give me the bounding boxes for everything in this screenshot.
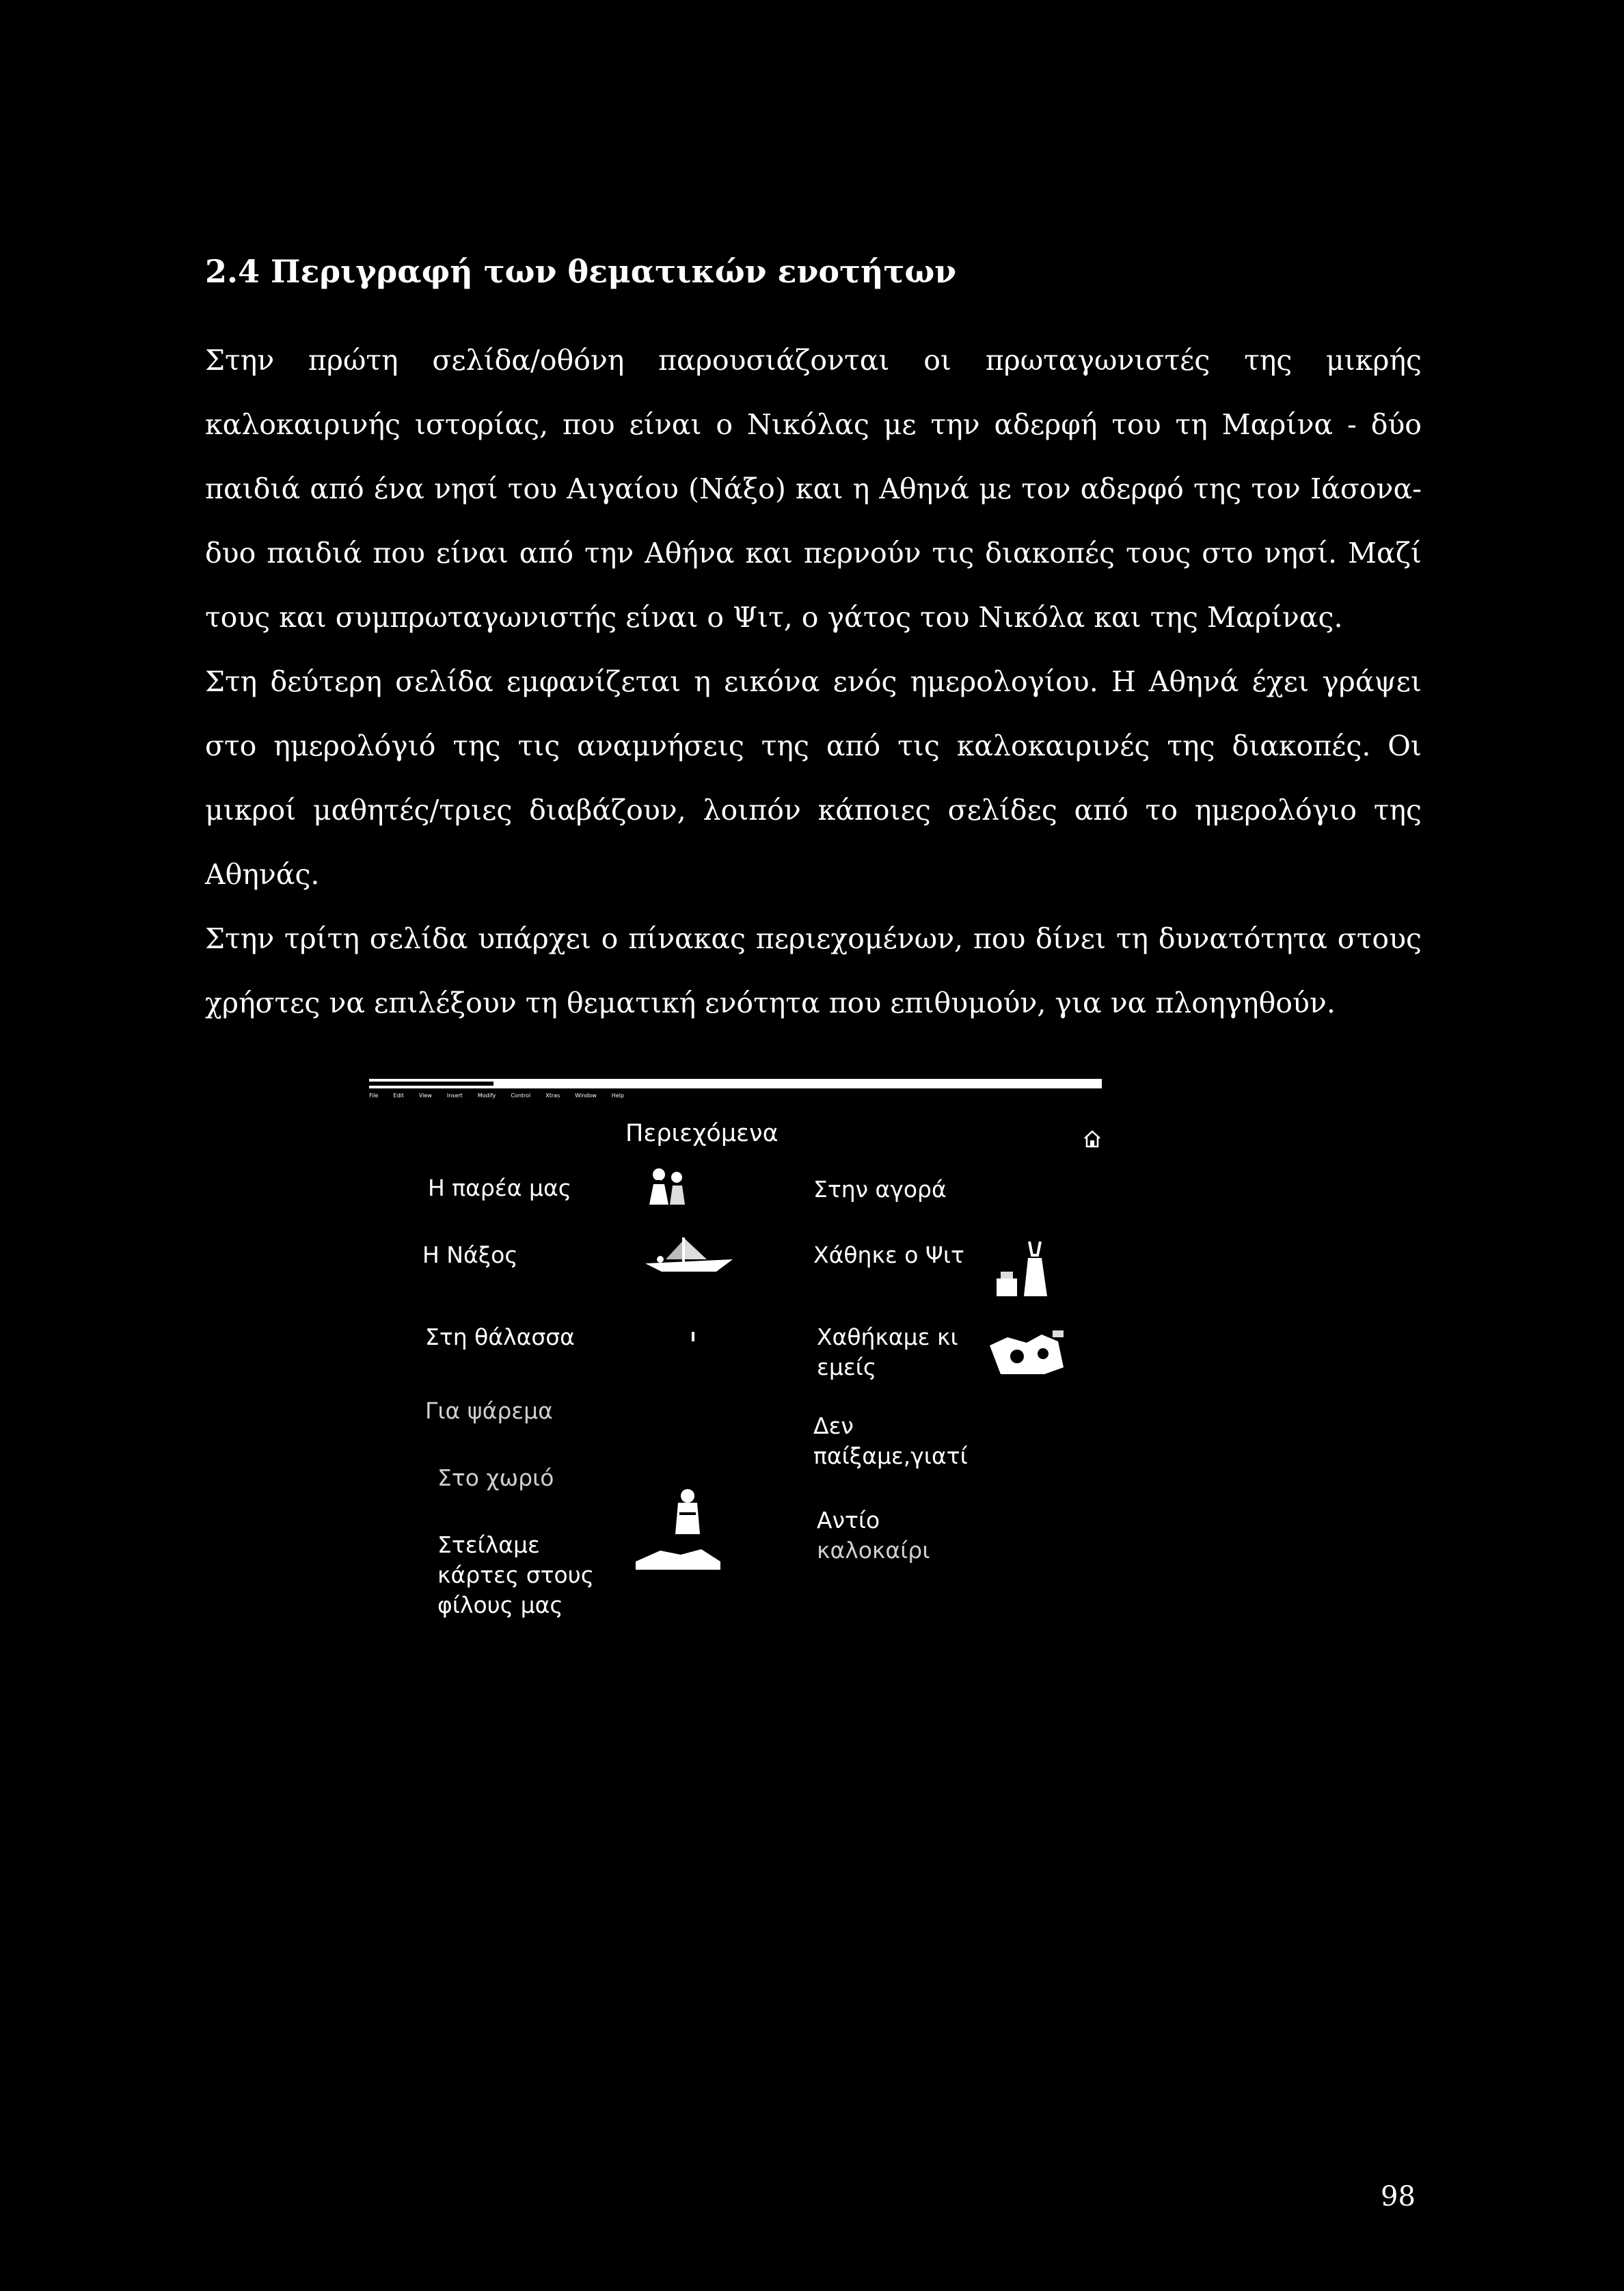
toc-link-goodbye-line2[interactable]: καλοκαίρι [817,1537,930,1564]
paragraph-first-screen: Στην πρώτη σελίδα/οθόνη παρουσιάζονται οι πρωταγωνιστές της μικρής καλοκαιρινής ιστορίας, που είναι ο Νικόλας με την αδερφή του τη Μαρίνα - δύο παιδιά από ένα νησί του Αιγαίου (Νάξο) και η Αθηνά με τον αδερφό της τον Ιάσονα-δυο παιδιά που είναι από την Αθήνα και περνούν τις διακοπές τους στο νησί. Μαζί τους και συμπρωταγωνιστής είναι ο Ψιτ, ο γάτος του Νικόλα και της Μαρίνας. [205,344,1422,634]
toc-link-we-got-lost-line2[interactable]: εμείς [817,1354,877,1380]
menu-item[interactable]: Modify [477,1093,496,1099]
toc-link-fishing[interactable]: Για ψάρεμα [425,1397,553,1424]
toc-link-village[interactable]: Στο χωριό [437,1464,554,1491]
body-text [205,328,1422,1035]
toc-link-at-sea[interactable]: Στη θάλασσα [425,1324,575,1350]
toc-link-didnt-play-line2[interactable]: παίξαμε,γιατί [813,1443,968,1469]
toc-link-our-group[interactable]: Η παρέα μας [428,1175,572,1201]
figure-illustration [633,1486,722,1571]
toc-link-postcards-line1[interactable]: Στείλαμε [437,1531,540,1558]
page-number: 98 [1381,2181,1416,2212]
menu-item[interactable]: Xtras [545,1093,560,1099]
home-icon[interactable] [1083,1129,1101,1149]
menu-item[interactable]: Control [511,1093,531,1099]
toc-link-postcards-line2[interactable]: κάρτες στους [437,1562,595,1588]
toc-link-psit-lost[interactable]: Χάθηκε ο Ψιτ [813,1242,964,1268]
menu-item[interactable]: Edit [393,1093,404,1099]
menu-item[interactable]: View [418,1093,432,1099]
paragraph-third-page: Στην τρίτη σελίδα υπάρχει ο πίνακας περιεχομένων, που δίνει τη δυνατότητα στους χρήστες να επιλέξουν τη θεματική ενότητα που επιθυμούν, για να πλοηγηθούν. [205,922,1422,1019]
sea-marker [692,1332,694,1341]
window-menubar [369,1093,1102,1102]
contents-heading: Περιεχόμενα [625,1120,779,1147]
menu-item[interactable]: Window [575,1093,597,1099]
toc-link-didnt-play-line1[interactable]: Δεν [813,1412,854,1439]
section-title: 2.4 Περιγραφή των θεματικών ενοτήτων [205,253,957,290]
boat-illustration [641,1232,737,1276]
paragraph-second-page: Στη δεύτερη σελίδα εμφανίζεται η εικόνα ενός ημερολογίου. Η Αθηνά έχει γράψει στο ημερολόγιό της τις αναμνήσεις της από τις καλοκαιρινές της διακοπές. Οι μικροί μαθητές/τριες διαβάζουν, λοιπόν κάποιες σελίδες από το ημερολόγιο της Αθηνάς. [205,665,1422,891]
titlebar-strip [369,1082,493,1086]
group-illustration [987,1325,1069,1377]
toc-link-naxos[interactable]: Η Νάξος [422,1242,518,1268]
menu-item[interactable]: Help [611,1093,625,1099]
toc-link-we-got-lost-line1[interactable]: Χαθήκαμε κι [817,1324,958,1350]
window-titlebar [369,1079,1102,1088]
table-of-contents-screenshot [369,1079,1102,1653]
children-illustration [642,1166,690,1206]
toc-link-postcards-line3[interactable]: φίλους μας [437,1592,563,1618]
menu-item[interactable]: Insert [446,1093,463,1099]
toc-link-goodbye-line1[interactable]: Αντίο [817,1507,880,1533]
toc-link-market[interactable]: Στην αγορά [813,1176,947,1203]
cat-illustration [992,1237,1057,1298]
menu-item[interactable]: File [369,1093,379,1099]
